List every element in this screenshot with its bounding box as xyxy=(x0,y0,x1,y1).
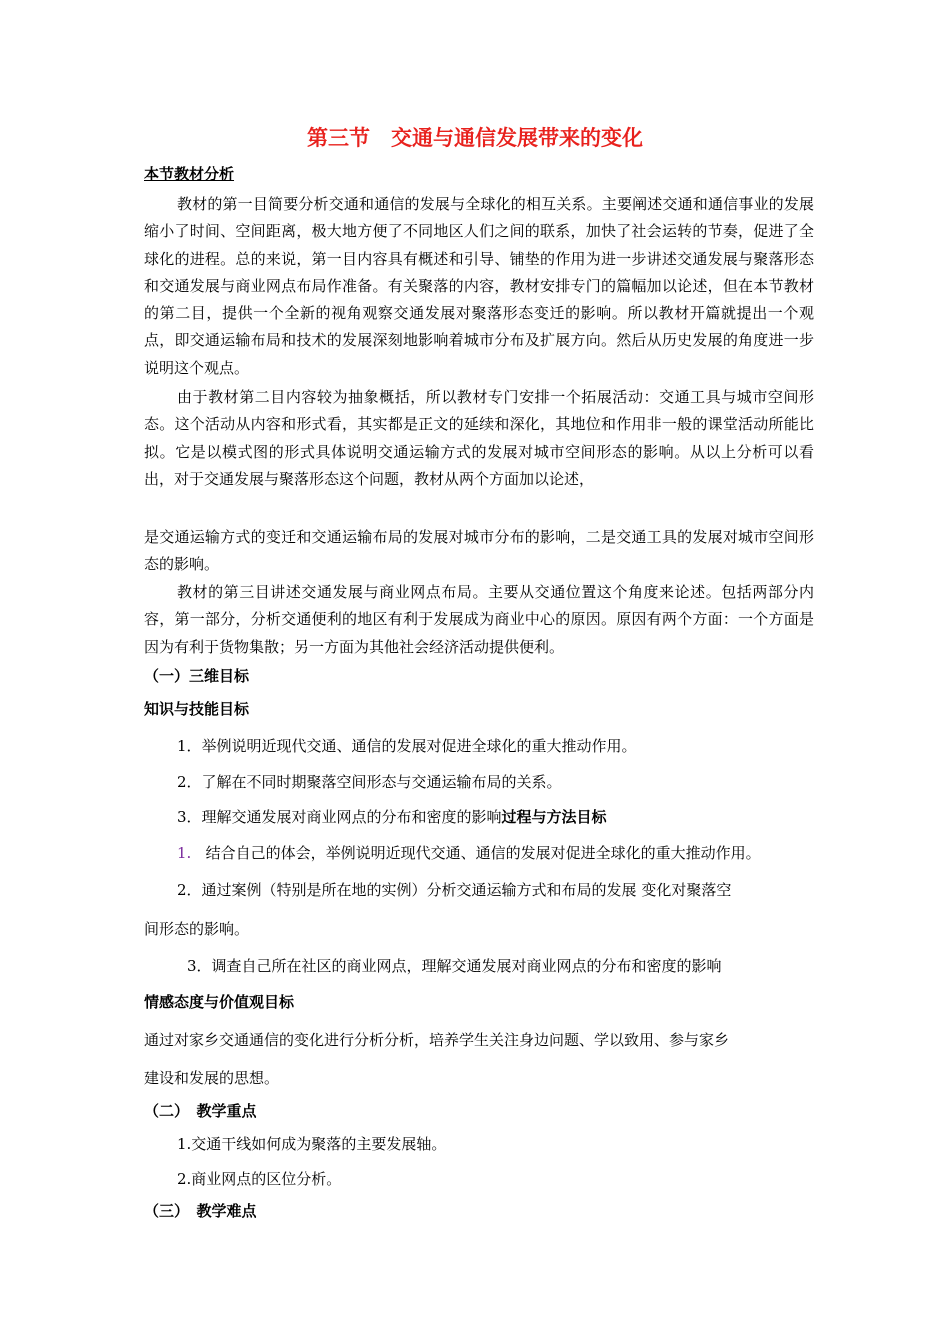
paragraph-2: 由于教材第二目内容较为抽象概括，所以教材专门安排一个拓展活动：交通工具与城市空间形态。这个活动从内容和形式看，其实都是正文的延续和深化，其地位和作用非一般的课堂活动所能比拟。它是以模式图的形式具体说明交通运输方式的发展对城市空间形态的影响。从以上分析可以看出，对于交通发展与聚落形态这个问题，教材从两个方面加以论述， xyxy=(144,388,814,488)
key-point-2: 2.商业网点的区位分析。 xyxy=(177,1170,342,1188)
process-item-2-line-2: 间形态的影响。 xyxy=(144,920,250,938)
section-2-heading: （二） 教学重点 xyxy=(144,1102,257,1120)
knowledge-item-3-text: 3．理解交通发展对商业网点的分布和密度的影响 xyxy=(177,808,502,826)
process-item-1 xyxy=(177,842,761,863)
analysis-heading: 本节教材分析 xyxy=(144,165,235,183)
emotion-goals-line-2: 建设和发展的思想。 xyxy=(144,1069,280,1087)
section-1-heading: （一）三维目标 xyxy=(144,667,250,685)
process-item-1-text: 结合自己的体会，举例说明近现代交通、通信的发展对促进全球化的重大推动作用。 xyxy=(205,844,761,862)
paragraph-3: 教材的第三目讲述交通发展与商业网点布局。主要从交通位置这个角度来论述。包括两部分内容，第一部分，分析交通便利的地区有利于发展成为商业中心的原因。原因有两个方面：一个方面是因为有利于货物集散；另一方面为其他社会经济活动提供便利。 xyxy=(144,583,814,656)
key-point-1: 1.交通干线如何成为聚落的主要发展轴。 xyxy=(177,1135,447,1153)
process-item-1-number: 1. xyxy=(177,844,192,862)
process-item-2-line-1: 2．通过案例（特别是所在地的实例）分析交通运输方式和布局的发展 变化对聚落空 xyxy=(177,881,732,899)
knowledge-item-1: 1．举例说明近现代交通、通信的发展对促进全球化的重大推动作用。 xyxy=(177,737,637,755)
knowledge-goals-heading: 知识与技能目标 xyxy=(144,700,250,718)
knowledge-item-3 xyxy=(177,806,607,827)
paragraph-1: 教材的第一目简要分析交通和通信的发展与全球化的相互关系。主要阐述交通和通信事业的发展缩小了时间、空间距离，极大地方便了不同地区人们之间的联系，加快了社会运转的节奏，促进了全球化的进程。总的来说，第一目内容具有概述和引导、铺垫的作用为进一步讲述交通发展与聚落形态和交通发展与商业网点布局作准备。有关聚落的内容，教材安排专门的篇幅加以论述，但在本节教材的第二目，提供一个全新的视角观察交通发展对聚落形态变迁的影响。所以教材开篇就提出一个观点，即交通运输布局和技术的发展深刻地影响着城市分布及扩展方向。然后从历史发展的角度进一步说明这个观点。 xyxy=(144,195,814,377)
emotion-goals-line-1: 通过对家乡交通通信的变化进行分析分析，培养学生关注身边问题、学以致用、参与家乡 xyxy=(144,1031,730,1049)
paragraph-2-continued: 是交通运输方式的变迁和交通运输布局的发展对城市分布的影响，二是交通工具的发展对城市空间形态的影响。 xyxy=(144,528,814,574)
knowledge-item-2: 2．了解在不同时期聚落空间形态与交通运输布局的关系。 xyxy=(177,773,562,791)
emotion-goals-heading: 情感态度与价值观目标 xyxy=(144,993,295,1011)
process-item-3: 3．调查自己所在社区的商业网点，理解交通发展对商业网点的分布和密度的影响 xyxy=(187,957,722,975)
page-title: 第三节 交通与通信发展带来的变化 xyxy=(307,126,643,150)
section-3-heading: （三） 教学难点 xyxy=(144,1202,257,1220)
process-goals-heading: 过程与方法目标 xyxy=(501,808,607,826)
